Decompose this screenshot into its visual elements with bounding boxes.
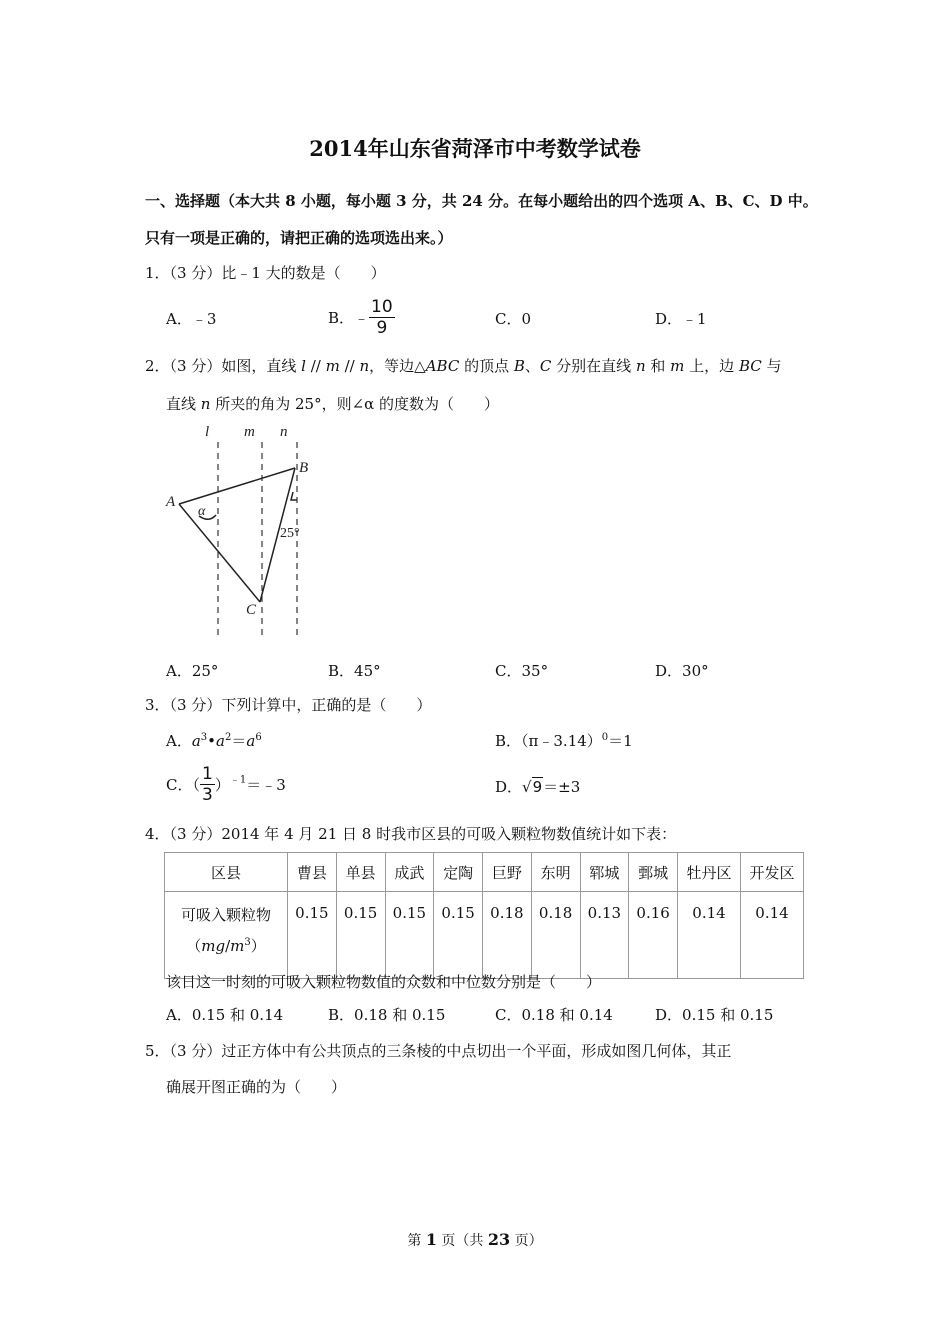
q3-a-dot: • [207, 732, 217, 750]
q2-var: m [325, 357, 340, 375]
q1-option-d: D．﹣1 [655, 310, 707, 328]
q5-stem-line2: 确展开图正确的为（ ） [166, 1078, 347, 1096]
q3-a-prefix: A． [166, 732, 192, 750]
table-header-cell: 成武 [385, 853, 434, 892]
q2-text: 上，边 [684, 357, 739, 375]
q2-text: 与 [761, 357, 782, 375]
pm-table [164, 852, 804, 979]
q3-d-radicand: 9 [532, 778, 543, 796]
q2-var: B [513, 357, 525, 375]
section-heading-line1: 一、选择题（本大共 8 小题，每小题 3 分，共 24 分。在每小题给出的四个选项 A、B、C、D 中。 [145, 192, 818, 210]
q3-a-eq: ＝ [231, 732, 247, 750]
table-header-cell: 郓城 [580, 853, 629, 892]
q2-text: // [305, 357, 326, 375]
q3-option-b [495, 730, 633, 751]
q1-b-numerator: 10 [371, 297, 393, 317]
q3-b-text: B．（π﹣3.14） [495, 732, 602, 750]
q3-c-numerator: 1 [201, 764, 213, 784]
q2-var: n [635, 357, 646, 375]
q1-option-a: A．﹣3 [166, 310, 217, 328]
q3-c-exp: ﹣1 [229, 774, 247, 786]
q3-stem: 3．（3 分）下列计算中，正确的是（ ） [145, 696, 432, 714]
row-unit [165, 935, 287, 956]
label-n: n [280, 424, 288, 440]
q5-stem-line1: 5．（3 分）过正方体中有公共顶点的三条棱的中点切出一个平面，形成如图几何体，其正 [145, 1042, 732, 1060]
q2-option-a: A．25° [166, 662, 219, 680]
table-header-cell: 东明 [531, 853, 580, 892]
q4-option-b: B．0.18 和 0.15 [328, 1006, 446, 1024]
page-number: 1 [425, 1230, 437, 1249]
label-m: m [244, 424, 255, 440]
label-c: C [246, 602, 257, 618]
q2-var: m [670, 357, 685, 375]
q2-var: l [301, 357, 306, 375]
q2-var: C [539, 357, 552, 375]
q3-c-fraction [200, 764, 215, 805]
unit-part: （ [186, 937, 202, 955]
q2-text: 和 [645, 357, 671, 375]
q4-followup: 该日这一时刻的可吸入颗粒物数值的众数和中位数分别是（ ） [166, 973, 602, 991]
q3-a-var: a [216, 732, 225, 750]
q3-option-d [495, 776, 580, 797]
q2-text: 2．（3 分）如图，直线 [145, 357, 302, 375]
q2-var: n [359, 357, 370, 375]
q2-geometry-figure [160, 420, 320, 640]
q3-d-prefix: D． [495, 778, 523, 796]
table-cell: 0.14 [741, 892, 804, 979]
row-label-text: 可吸入颗粒物 [180, 906, 271, 924]
q2-option-b: B．45° [328, 662, 381, 680]
q3-c-prefix: C．（ [166, 776, 200, 794]
q2-option-d: D．30° [655, 662, 709, 680]
sqrt-sign: √9 [522, 778, 543, 796]
q1-stem: 1．（3 分）比﹣1 大的数是（ ） [145, 264, 386, 282]
q2-text: // [339, 357, 360, 375]
table-header-cell: 区县 [165, 853, 288, 892]
q1-b-denominator: 9 [376, 318, 388, 338]
q3-c-rest: ＝﹣3 [246, 776, 286, 794]
footer-text: 页） [510, 1233, 543, 1249]
table-header-cell: 定陶 [434, 853, 483, 892]
q2-option-c: C．35° [495, 662, 549, 680]
page-total: 23 [487, 1230, 511, 1249]
footer-text: 页（共 [436, 1233, 488, 1249]
unit-exp: 3 [244, 937, 251, 948]
q2-stem-line2 [166, 393, 499, 414]
q1-option-c: C．0 [495, 310, 532, 328]
q3-a-exp: 6 [255, 732, 262, 743]
q1-option-b-prefix: B．﹣ [328, 309, 370, 327]
q2-text: 的顶点 [459, 357, 514, 375]
side-ca [179, 504, 260, 602]
label-l: l [205, 424, 210, 440]
table-cell: 0.15 [434, 892, 483, 979]
table-header-cell: 单县 [336, 853, 385, 892]
table-cell: 0.15 [288, 892, 337, 979]
table-row-label [165, 892, 288, 979]
q4-stem: 4．（3 分）2014 年 4 月 21 日 8 时我市区县的可吸入颗粒物数值统计如下表： [145, 825, 677, 843]
footer-text: 第 [407, 1233, 426, 1249]
q2-var: n [200, 395, 211, 413]
table-cell: 0.18 [483, 892, 532, 979]
q3-a-exp: 2 [224, 732, 232, 743]
q4-option-d: D．0.15 和 0.15 [655, 1006, 774, 1024]
q2-stem-line1 [145, 355, 782, 376]
q1-option-b-fraction [369, 297, 395, 338]
q3-c-denominator: 3 [201, 785, 213, 805]
table-header-cell: 巨野 [483, 853, 532, 892]
q3-c-close: ） [214, 776, 230, 794]
table-cell: 0.18 [531, 892, 580, 979]
unit-part: m [230, 937, 245, 955]
page-title: 2014年山东省菏泽市中考数学试卷 [309, 136, 641, 161]
q3-option-a [166, 730, 262, 751]
q3-option-c [166, 764, 286, 805]
table-header-cell: 开发区 [741, 853, 804, 892]
label-a: A [166, 494, 176, 510]
q2-text: 分别在直线 [551, 357, 636, 375]
table-header-cell: 曹县 [288, 853, 337, 892]
q3-a-var: a [191, 732, 201, 750]
q2-text: 所夹的角为 25°，则∠α 的度数为（ ） [210, 395, 500, 413]
q2-text: ，等边△ [369, 357, 426, 375]
q4-option-a: A．0.15 和 0.14 [166, 1006, 284, 1024]
q3-a-exp: 3 [200, 732, 208, 743]
q3-b-rest: ＝1 [608, 732, 633, 750]
table-row [165, 892, 804, 979]
table-header-cell: 牡丹区 [678, 853, 741, 892]
angle-25-mark [291, 492, 297, 500]
q4-option-c: C．0.18 和 0.14 [495, 1006, 613, 1024]
q2-text: 、 [524, 357, 540, 375]
q2-text: 直线 [166, 395, 201, 413]
table-header-row [165, 853, 804, 892]
table-header-cell: 鄄城 [629, 853, 678, 892]
unit-part: ） [250, 937, 266, 955]
q3-a-var: a [246, 732, 256, 750]
table-cell: 0.13 [580, 892, 629, 979]
label-alpha: α [198, 504, 206, 519]
side-ab [179, 468, 295, 504]
section-heading-line2: 只有一项是正确的，请把正确的选项选出来。） [145, 229, 453, 247]
label-angle-25: 25° [280, 526, 300, 541]
q3-d-rest: ＝±3 [543, 778, 581, 796]
q2-var: ABC [425, 357, 460, 375]
q2-var: BC [738, 357, 762, 375]
table-cell: 0.14 [678, 892, 741, 979]
unit-part: mg [201, 937, 226, 955]
q3-b-exp: 0 [601, 732, 609, 743]
table-cell: 0.15 [336, 892, 385, 979]
page-footer [0, 1230, 950, 1250]
table-cell: 0.15 [385, 892, 434, 979]
table-cell: 0.16 [629, 892, 678, 979]
label-b: B [299, 460, 309, 476]
unit-part: / [225, 937, 231, 955]
q1-option-b [328, 297, 395, 338]
